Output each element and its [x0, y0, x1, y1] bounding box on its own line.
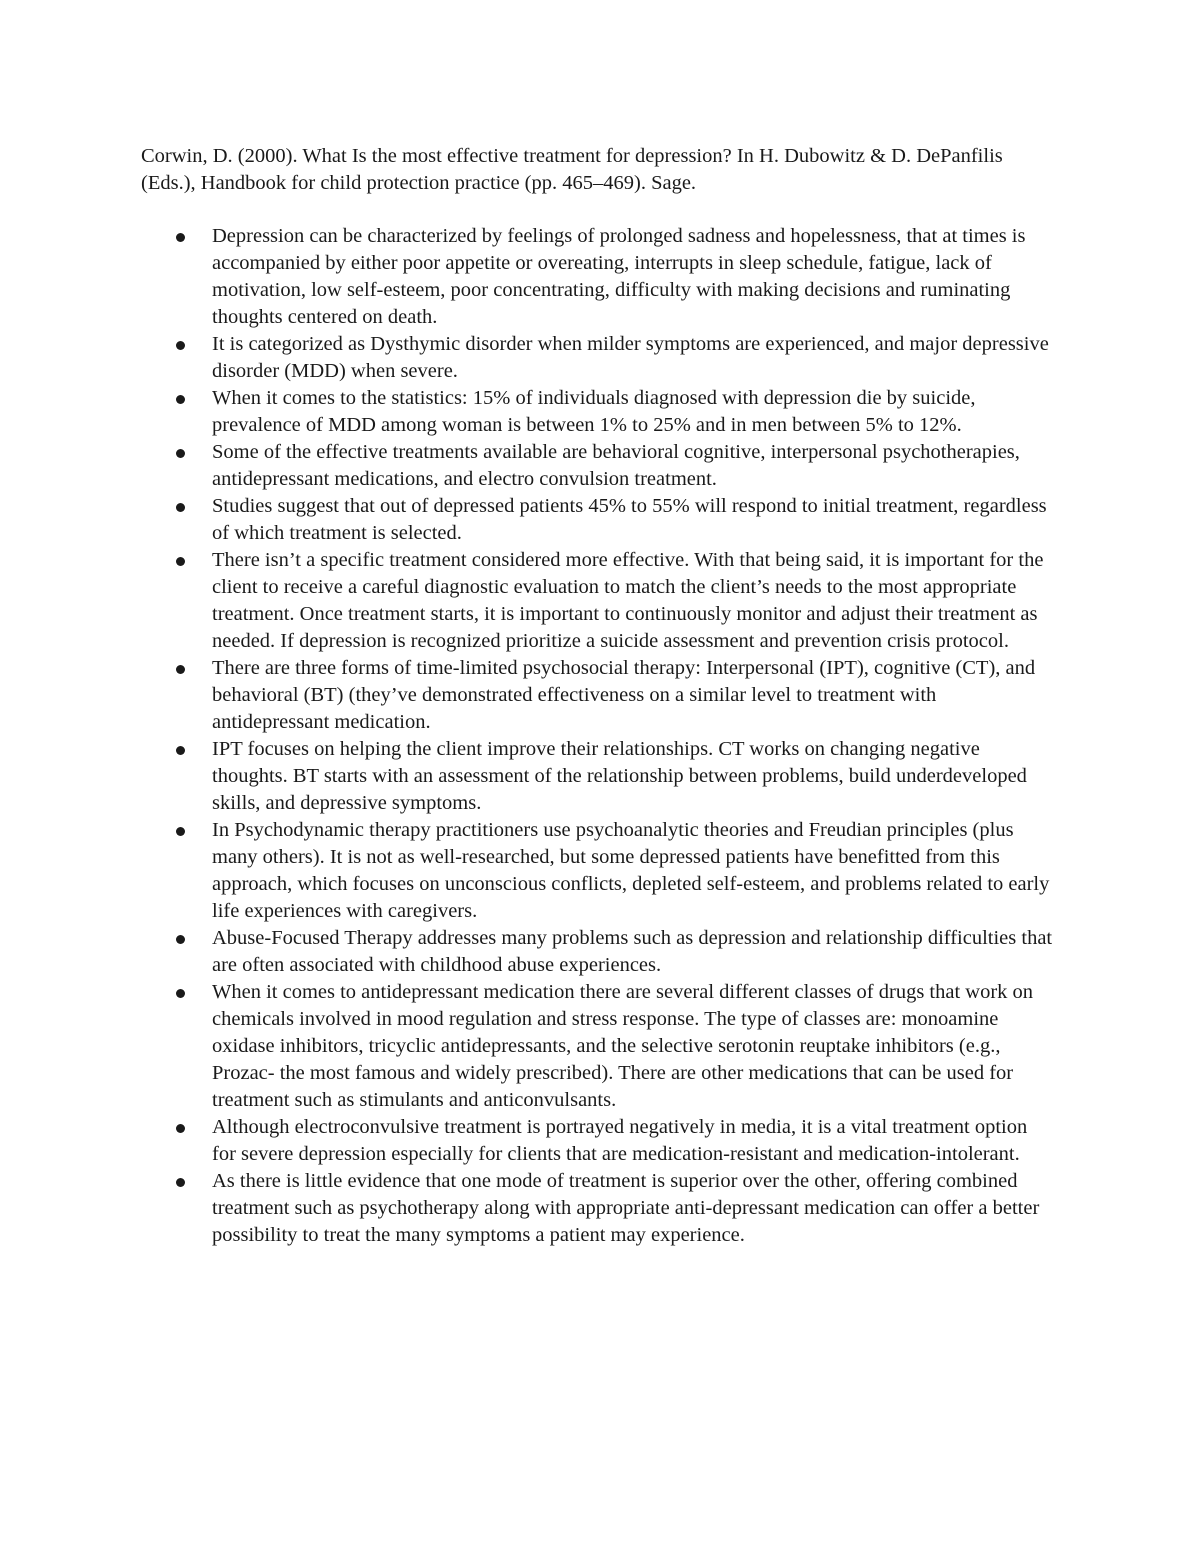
- list-item-text: IPT focuses on helping the client improve their relationships. CT works on changing negative thoughts. BT starts with an assessment of the relationship between problems, build underdeveloped skills, and depressive symptoms.: [212, 738, 1027, 814]
- list-item: [141, 493, 1056, 547]
- list-item-text: Studies suggest that out of depressed patients 45% to 55% will respond to initial treatment, regardless of which treatment is selected.: [212, 495, 1047, 544]
- bullet-dot-icon: [176, 449, 185, 458]
- bullet-dot-icon: [176, 557, 185, 566]
- list-item-text: When it comes to the statistics: 15% of individuals diagnosed with depression die by suicide, prevalence of MDD among woman is between 1% to 25% and in men between 5% to 12%.: [212, 387, 976, 436]
- list-item-text: Abuse-Focused Therapy addresses many problems such as depression and relationship difficulties that are often associated with childhood abuse experiences.: [212, 927, 1053, 976]
- list-item-text: It is categorized as Dysthymic disorder when milder symptoms are experienced, and major depressive disorder (MDD) when severe.: [212, 333, 1049, 382]
- list-item: [141, 547, 1056, 655]
- list-item: [141, 331, 1056, 385]
- list-item-text: As there is little evidence that one mode of treatment is superior over the other, offering combined treatment such as psychotherapy along with appropriate anti-depressant medication can offer a better possibility to treat the many symptoms a patient may experience.: [212, 1170, 1040, 1246]
- list-item: [141, 655, 1056, 736]
- list-item: [141, 979, 1056, 1114]
- list-item: [141, 736, 1056, 817]
- bullet-dot-icon: [176, 935, 185, 944]
- bullet-dot-icon: [176, 503, 185, 512]
- list-item: [141, 385, 1056, 439]
- list-item: [141, 817, 1056, 925]
- list-item-text: Depression can be characterized by feelings of prolonged sadness and hopelessness, that at times is accompanied by either poor appetite or overeating, interrupts in sleep schedule, fatigue, lack of motivation, low self-esteem, poor concentrating, difficulty with making decisions and ruminating thoughts centered on death.: [212, 225, 1026, 328]
- bullet-dot-icon: [176, 665, 185, 674]
- list-item-text: When it comes to antidepressant medication there are several different classes of drugs that work on chemicals involved in mood regulation and stress response. The type of classes are: monoamine oxidase inhibitors, tricyclic antidepressants, and the selective serotonin reuptake inhibitors (e.g., Prozac- the most famous and widely prescribed). There are other medications that can be used for treatment such as stimulants and anticonvulsants.: [212, 981, 1034, 1111]
- bullet-dot-icon: [176, 989, 185, 998]
- citation-reference: Corwin, D. (2000). What Is the most effective treatment for depression? In H. Dubowitz & D. DePanfilis (Eds.), Handbook for child protection practice (pp. 465–469). Sage.: [141, 145, 1003, 194]
- bullet-dot-icon: [176, 341, 185, 350]
- list-item: [141, 1114, 1056, 1168]
- bullet-dot-icon: [176, 746, 185, 755]
- list-item-text: Although electroconvulsive treatment is portrayed negatively in media, it is a vital treatment option for severe depression especially for clients that are medication-resistant and medication-intolerant.: [212, 1116, 1028, 1165]
- bullet-dot-icon: [176, 1124, 185, 1133]
- list-item-text: Some of the effective treatments available are behavioral cognitive, interpersonal psychotherapies, antidepressant medications, and electro convulsion treatment.: [212, 441, 1020, 490]
- bullet-dot-icon: [176, 395, 185, 404]
- notes-bullet-list: [141, 223, 1056, 1249]
- list-item: [141, 925, 1056, 979]
- list-item-text: There are three forms of time-limited psychosocial therapy: Interpersonal (IPT), cognitive (CT), and behavioral (BT) (they’ve demonstrated effectiveness on a similar level to treatment with antidepressant medication.: [212, 657, 1036, 733]
- list-item: [141, 223, 1056, 331]
- list-item-text: There isn’t a specific treatment considered more effective. With that being said, it is important for the client to receive a careful diagnostic evaluation to match the client’s needs to the most appropriate treatment. Once treatment starts, it is important to continuously monitor and adjust their treatment as needed. If depression is recognized prioritize a suicide assessment and prevention crisis protocol.: [212, 549, 1044, 652]
- list-item: [141, 439, 1056, 493]
- bullet-dot-icon: [176, 1178, 185, 1187]
- list-item-text: In Psychodynamic therapy practitioners use psychoanalytic theories and Freudian principles (plus many others). It is not as well-researched, but some depressed patients have benefitted from this approach, which focuses on unconscious conflicts, depleted self-esteem, and problems related to early life experiences with caregivers.: [212, 819, 1050, 922]
- bullet-dot-icon: [176, 827, 185, 836]
- list-item: [141, 1168, 1056, 1249]
- bullet-dot-icon: [176, 233, 185, 242]
